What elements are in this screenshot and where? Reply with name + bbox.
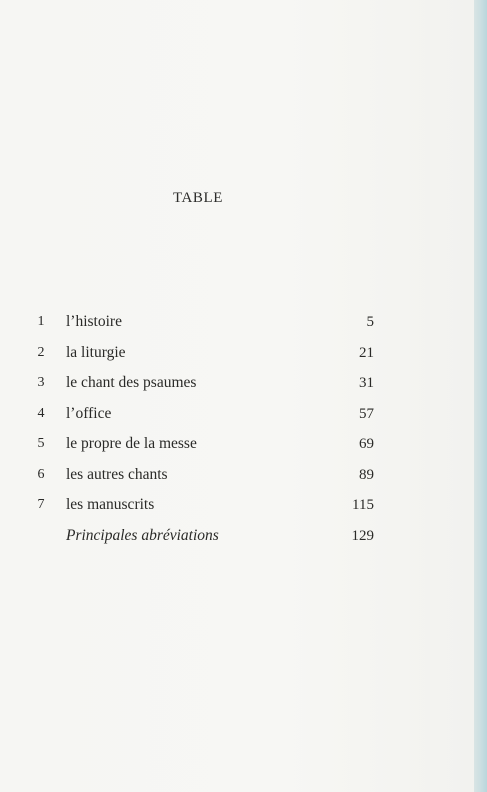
toc-entry — [34, 342, 374, 373]
toc-entry — [34, 311, 374, 342]
toc-entry-title: l’histoire — [66, 313, 122, 330]
toc-entry-page: 115 — [352, 497, 374, 513]
toc-entry-title: l’office — [66, 404, 112, 422]
toc-entry-number: 6 — [37, 466, 45, 482]
toc-entry-number: 1 — [37, 314, 45, 329]
toc-entry-title: les manuscrits — [66, 496, 155, 513]
toc-entry-title: le propre de la messe — [66, 435, 197, 452]
toc-entry-page: 69 — [359, 436, 374, 452]
toc-entry-number: 7 — [37, 497, 45, 512]
toc-entry-page: 57 — [359, 405, 374, 422]
toc-entry-number: 3 — [37, 375, 45, 390]
table-of-contents — [34, 311, 374, 555]
page-edge — [474, 0, 487, 792]
page-title: TABLE — [172, 190, 224, 206]
toc-entry-page: 5 — [366, 314, 374, 330]
toc-entry-page: 31 — [359, 375, 374, 391]
toc-entry — [34, 494, 374, 525]
toc-entry — [34, 464, 374, 495]
toc-entry-title: la liturgie — [66, 343, 126, 361]
toc-entry-page: 89 — [359, 466, 374, 483]
toc-entry-title: les autres chants — [66, 465, 168, 483]
toc-entry — [34, 372, 374, 403]
toc-entry-number: 2 — [37, 344, 45, 360]
toc-entry-title: le chant des psaumes — [66, 374, 197, 391]
toc-entry-title: Principales abréviations — [66, 526, 219, 544]
toc-entry — [34, 403, 374, 434]
toc-entry — [34, 525, 374, 556]
toc-entry — [34, 433, 374, 464]
toc-entry-page: 21 — [359, 344, 374, 361]
toc-entry-number: 5 — [37, 436, 45, 451]
toc-entry-number: 4 — [37, 405, 45, 421]
toc-entry-page: 129 — [351, 527, 374, 544]
